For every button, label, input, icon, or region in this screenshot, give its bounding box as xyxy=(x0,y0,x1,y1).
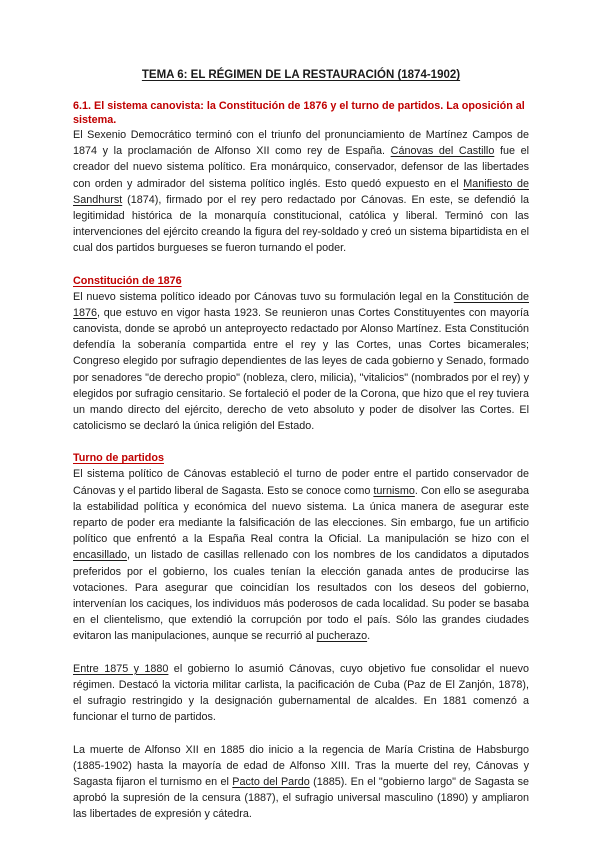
text-run: el gobierno lo asumió Cánovas, cuyo objetivo fue consolidar el nuevo régimen. Destacó la victoria militar carlista, la pacificación de Cuba (Paz de El Zanjón, 1878), el sufragio restringido y la designación gubernamental de alcaldes. En 1881 comenzó a funcionar el turno de partidos. xyxy=(73,662,530,724)
term-manifiesto-de-sandhurst: Manifiesto de Sandhurst xyxy=(73,177,529,206)
text-run: La muerte de Alfonso XII en 1885 dio inicio a la regencia de María Cristina de Habsburgo (1885-1902) hasta la mayoría de edad de Alfonso XIII. Tras la muerte del rey, Cánovas y Sagasta fijaron el turnismo en el xyxy=(73,743,529,788)
text-run: El sistema político de Cánovas estableció el turno de poder entre el partido conservador de Cánovas y el partido liberal de Sagasta. Esto se conoce como xyxy=(73,468,529,497)
text-run: , un listado de casillas rellenado con los nombres de los candidatos a diputados preferidos por el gobierno, los cuales tenían la elección ganada antes de producirse las votaciones. Para asegurar que coincidían los resultados con los deseos del gobierno, intervenían los caciques, los individuos más poderosos de cada localidad. Su poder se basaba en el clientelismo, que extendió la corrupción por todo el país. Sólo las grandes ciudades evitaron las manipulaciones, aunque se recurrió al xyxy=(73,549,529,643)
section-heading: 6.1. El sistema canovista: la Constitución de 1876 y el turno de partidos. La oposición al sistema. xyxy=(73,100,525,126)
term-entre-1875-y-1880: Entre 1875 y 1880 xyxy=(73,662,169,675)
document-title: TEMA 6: EL RÉGIMEN DE LA RESTAURACIÓN (1874-1902) xyxy=(141,69,461,81)
paragraph-sexenio xyxy=(73,127,529,257)
text-run: fue el creador del nuevo sistema político. Era monárquico, conservador, defensor de las libertades con orden y admirador del sistema político inglés. Esto quedó expuesto en el xyxy=(73,145,530,190)
term-turnismo: turnismo xyxy=(373,484,415,497)
paragraph-turno xyxy=(73,466,529,644)
subheading-turno: Turno de partidos xyxy=(73,452,164,465)
text-run: , que estuvo en vigor hasta 1923. Se reunieron unas Cortes Constituyentes con mayoría canovista, donde se aprobó un anteproyecto redactado por Alonso Martínez. Esta Constitución defendía la soberanía compartida entre el rey y las Cortes, unas Cortes bicamerales; Congreso elegido por sufragio dependientes de las leyes de cada gobierno y Senado, formado por senadores "de derecho propio" (nobleza, clero, milicia), "vitalicios" (nombrados por el rey) y elegidos por sufragio censitario. Se fortaleció el poder de la Corona, que hizo que el rey tuviera un mando directo del ejército, derecho de veto absoluto y poder de disolver las Cortes. El catolicismo se declaró la única religión del Estado. xyxy=(73,306,529,433)
text-run: El nuevo sistema político ideado por Cánovas tuvo su formulación legal en la xyxy=(73,290,454,303)
term-encasillado: encasillado xyxy=(73,549,128,562)
document-content xyxy=(73,69,529,823)
term-constitucion-1876: Constitución de 1876 xyxy=(73,290,529,319)
subheading-constitucion: Constitución de 1876 xyxy=(73,274,182,287)
paragraph-regencia xyxy=(73,742,529,823)
text-run: . Con ello se aseguraba la estabilidad política y económica del nuevo sistema. La única manera de asegurar este reparto de poder era mediante la falsificación de las elecciones. Sin embargo, fue un artificio político que enfrentó a la España Real contra la Oficial. La manipulación se hizo con el xyxy=(73,484,529,546)
text-run: . xyxy=(367,630,371,643)
text-run: (1874), firmado por el rey pero redactado por Cánovas. En este, se defendió la legitimidad histórica de la monarquía constitucional, católica y liberal. Terminó con las intervenciones del ejército creando la figura del rey-soldado y creó un sistema bipartidista en el cual dos partidos burgueses se fueron turnando el poder. xyxy=(73,193,529,255)
term-pacto-del-pardo: Pacto del Pardo xyxy=(232,775,310,788)
paragraph-constitucion xyxy=(73,289,529,435)
paragraph-1875-1880 xyxy=(73,661,529,726)
text-run: El Sexenio Democrático terminó con el triunfo del pronunciamiento de Martínez Campos de 1874 y la proclamación de Alfonso XII como rey de España. xyxy=(73,129,529,158)
text-run: (1885). En el "gobierno largo" de Sagasta se aprobó la supresión de la censura (1887), el sufragio universal masculino (1890) y ampliaron las libertades de expresión y cátedra. xyxy=(73,775,529,821)
term-canovas-del-castillo: Cánovas del Castillo xyxy=(390,145,495,158)
term-pucherazo: pucherazo xyxy=(316,630,368,643)
